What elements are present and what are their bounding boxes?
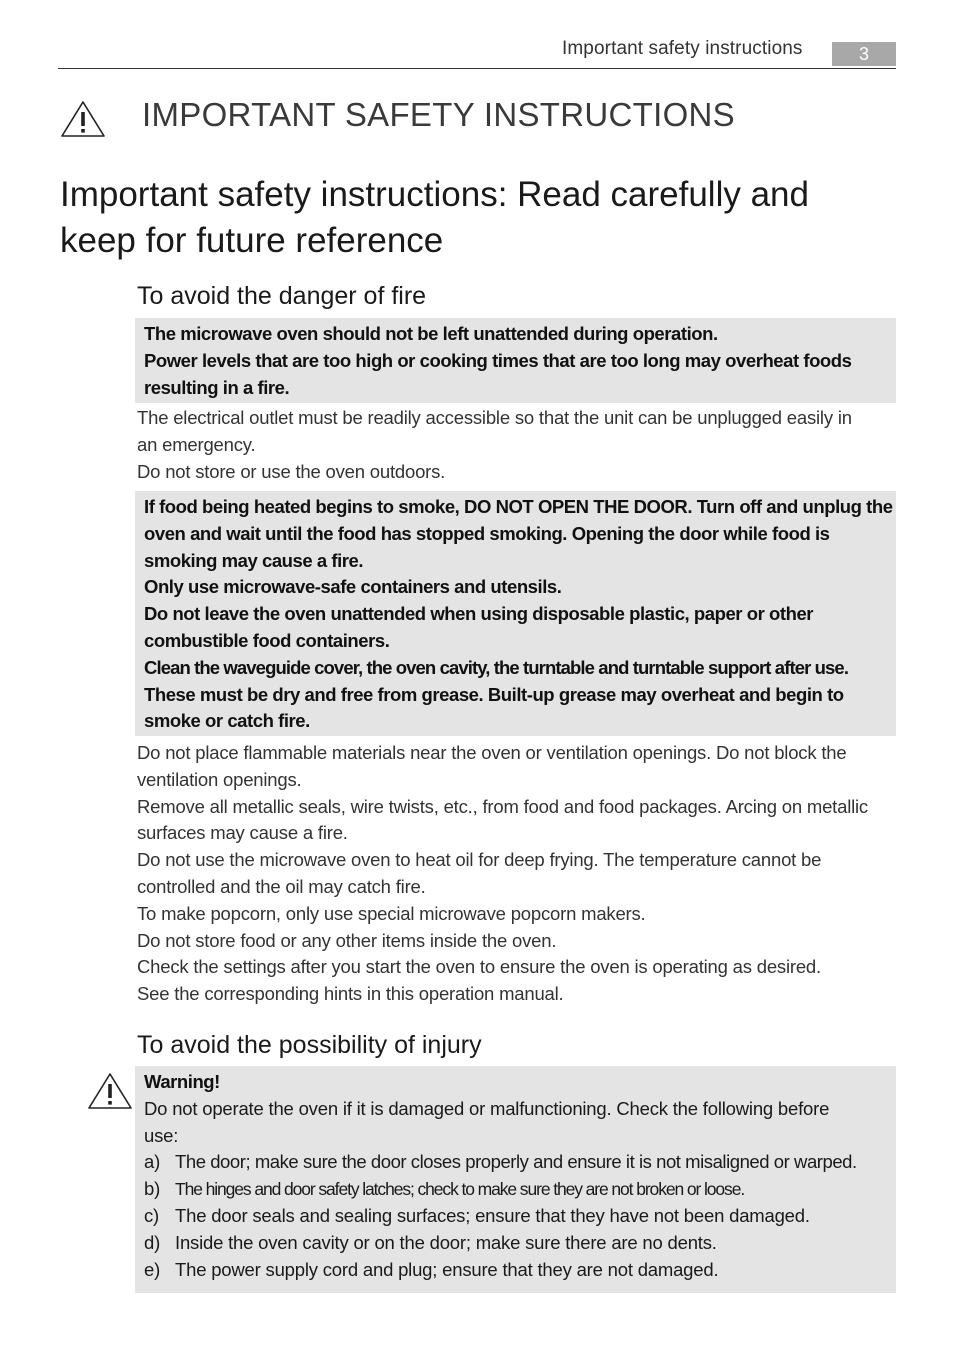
fire-text-block-1 <box>137 405 897 485</box>
list-item <box>144 1203 896 1230</box>
text-line: See the corresponding hints in this operation manual. <box>137 983 564 1005</box>
text-line: Do not use the microwave oven to heat oil for deep frying. The temperature cannot be <box>137 849 822 871</box>
text-line: controlled and the oil may catch fire. <box>137 875 426 897</box>
warning-triangle-icon <box>60 100 106 138</box>
list-text: The power supply cord and plug; ensure that they are not damaged. <box>175 1258 719 1280</box>
warning-line: oven and wait until the food has stopped smoking. Opening the door while food is <box>144 522 830 544</box>
warning-line: The microwave oven should not be left unattended during operation. <box>144 323 718 344</box>
warning-box-fire-2 <box>135 491 896 736</box>
list-letter: b) <box>144 1178 161 1200</box>
section-heading-fire: To avoid the danger of fire <box>137 282 427 310</box>
warning-line: If food being heated begins to smoke, DO NOT OPEN THE DOOR. Turn off and unplug the <box>144 496 893 517</box>
list-text: The door; make sure the door closes properly and ensure it is not misaligned or warped. <box>175 1151 857 1173</box>
list-letter: c) <box>144 1204 160 1226</box>
text-line: Do not store food or any other items inside the oven. <box>137 929 557 951</box>
list-letter: a) <box>144 1151 161 1173</box>
list-letter: d) <box>144 1231 161 1253</box>
list-item <box>144 1257 896 1284</box>
text-line: The electrical outlet must be readily accessible so that the unit can be unplugged easily in <box>137 407 852 428</box>
list-text: Inside the oven cavity or on the door; make sure there are no dents. <box>175 1231 717 1253</box>
list-item <box>144 1149 896 1176</box>
list-text: The door seals and sealing surfaces; ensure that they have not been damaged. <box>175 1204 810 1226</box>
text-line: surfaces may cause a fire. <box>137 822 348 844</box>
warning-line: Do not leave the oven unattended when using disposable plastic, paper or other <box>144 603 814 625</box>
text-line: Do not store or use the oven outdoors. <box>137 460 446 482</box>
text-line: Do not place flammable materials near the oven or ventilation openings. Do not block the <box>137 742 847 763</box>
page-subtitle <box>60 172 900 264</box>
fire-text-block-2 <box>137 740 897 1008</box>
subtitle-line: keep for future reference <box>60 221 444 260</box>
text-line: Do not operate the oven if it is damaged or malfunctioning. Check the following before <box>144 1097 830 1119</box>
warning-line: smoking may cause a fire. <box>144 549 364 571</box>
text-line: use: <box>144 1124 179 1146</box>
warning-line: combustible food containers. <box>144 629 390 651</box>
warning-line: These must be dry and free from grease. Built-up grease may overheat and begin to <box>144 683 844 705</box>
text-line: To make popcorn, only use special microwave popcorn makers. <box>137 902 646 924</box>
list-text: The hinges and door safety latches; check to make sure they are not broken or loose. <box>175 1179 745 1200</box>
text-line: Remove all metallic seals, wire twists, etc., from food and food packages. Arcing on metallic <box>137 795 868 817</box>
warning-box-injury <box>135 1066 896 1293</box>
warning-line: Clean the waveguide cover, the oven cavity, the turntable and turntable support after use. <box>144 656 849 678</box>
section-heading-injury: To avoid the possibility of injury <box>137 1031 482 1059</box>
list-item <box>144 1230 896 1257</box>
subtitle-line: Important safety instructions: Read carefully and <box>60 175 809 214</box>
running-header-title: Important safety instructions <box>562 38 803 59</box>
header-rule <box>58 68 896 69</box>
warning-label: Warning! <box>144 1071 220 1092</box>
text-line: an emergency. <box>137 433 256 455</box>
list-item <box>144 1176 896 1203</box>
warning-line: Only use microwave-safe containers and utensils. <box>144 576 562 598</box>
warning-line: smoke or catch fire. <box>144 710 310 732</box>
warning-box-fire-1 <box>135 318 896 403</box>
warning-line: resulting in a fire. <box>144 376 290 398</box>
page-number: 3 <box>832 42 896 66</box>
warning-triangle-icon <box>87 1072 133 1110</box>
list-letter: e) <box>144 1258 161 1280</box>
main-heading: IMPORTANT SAFETY INSTRUCTIONS <box>142 96 735 133</box>
text-line: Check the settings after you start the oven to ensure the oven is operating as desired. <box>137 956 821 978</box>
warning-line: Power levels that are too high or cooking times that are too long may overheat foods <box>144 349 852 371</box>
text-line: ventilation openings. <box>137 768 302 790</box>
